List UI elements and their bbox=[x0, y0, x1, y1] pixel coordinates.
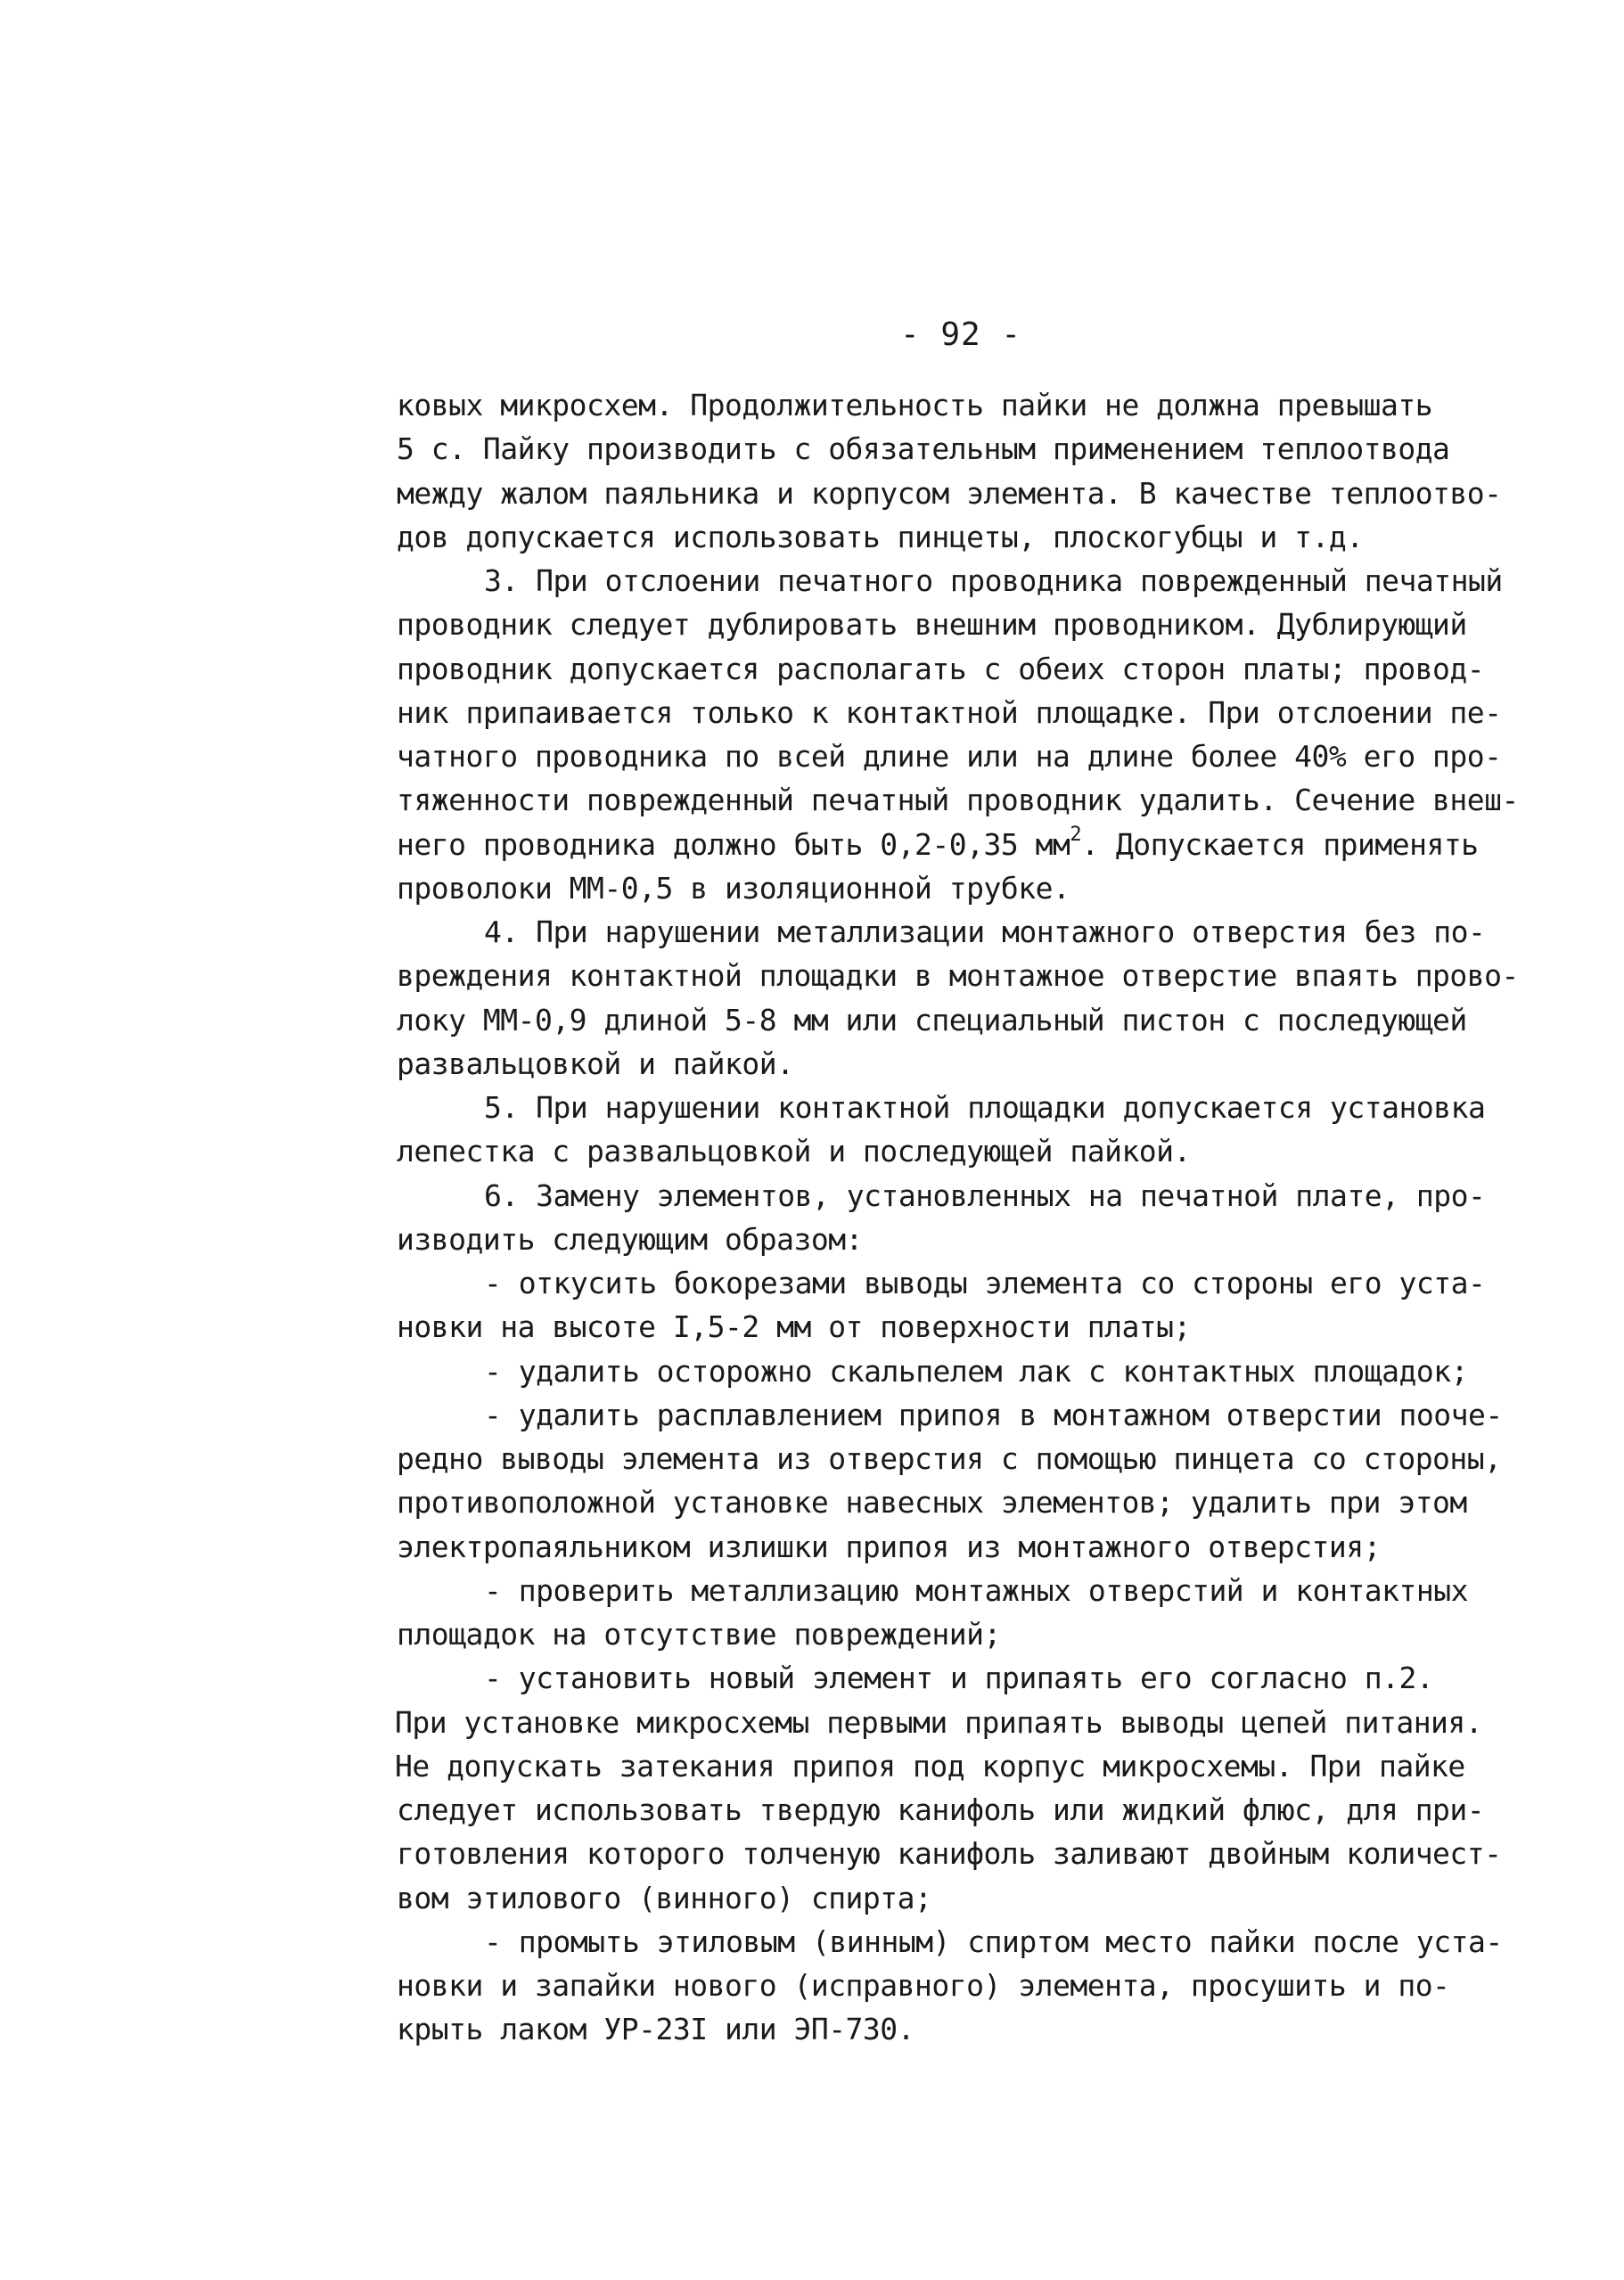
text-line-content: него проводника должно быть 0,2-0,35 мм bbox=[397, 826, 1070, 862]
text-line bbox=[397, 1129, 1546, 1173]
text-line-content: дов допускается использовать пинцеты, плоскогубцы и т.д. bbox=[397, 519, 1364, 554]
text-line-content: 5. При нарушении контактной площадки допускается установка bbox=[484, 1090, 1486, 1125]
text-line bbox=[397, 1437, 1546, 1480]
text-line bbox=[397, 1964, 1546, 2007]
text-line bbox=[397, 1086, 1546, 1129]
text-line bbox=[397, 427, 1546, 471]
text-line bbox=[397, 603, 1546, 646]
text-line bbox=[395, 1701, 1546, 1744]
text-line-content: При установке микросхемы первыми припаять выводы цепей питания. bbox=[395, 1704, 1483, 1740]
text-line-content: Не допускать затекания припоя под корпус микросхемы. При пайке bbox=[395, 1748, 1465, 1784]
text-line-content: проводник следует дублировать внешним проводником. Дублирующий bbox=[397, 607, 1467, 643]
text-line-content: ник припаивается только к контактной площадке. При отслоении пе- bbox=[397, 694, 1502, 730]
text-line-content: тяженности поврежденный печатный проводник удалить. Сечение внеш- bbox=[397, 783, 1519, 818]
text-line bbox=[397, 691, 1546, 734]
text-line bbox=[397, 472, 1546, 515]
text-line bbox=[397, 1261, 1546, 1305]
superscript: 2 bbox=[1070, 823, 1082, 846]
text-line-continuation: . Допускается применять bbox=[1081, 826, 1479, 862]
text-line bbox=[397, 998, 1546, 1042]
text-line bbox=[397, 778, 1546, 822]
text-line bbox=[397, 2007, 1546, 2051]
text-line bbox=[397, 910, 1546, 954]
body-text bbox=[397, 383, 1546, 2052]
text-line bbox=[397, 1788, 1546, 1832]
text-line bbox=[397, 866, 1546, 910]
text-line bbox=[397, 1920, 1546, 1964]
text-line-content: - удалить осторожно скальпелем лак с контактных площадок; bbox=[484, 1353, 1468, 1389]
text-line bbox=[395, 1744, 1546, 1788]
text-line-content: 6. Замену элементов, установленных на печатной плате, про- bbox=[484, 1177, 1486, 1213]
text-line-content: изводить следующим образом: bbox=[397, 1221, 863, 1257]
text-line bbox=[397, 1876, 1546, 1920]
text-line-content: редно выводы элемента из отверстия с помощью пинцета со стороны, bbox=[397, 1441, 1502, 1476]
text-line bbox=[397, 734, 1546, 778]
text-line-content: 3. При отслоении печатного проводника поврежденный печатный bbox=[484, 563, 1503, 598]
text-line bbox=[397, 1525, 1546, 1569]
text-line-content: чатного проводника по всей длине или на длине более 40% его про- bbox=[397, 739, 1502, 774]
text-line-content: вом этилового (винного) спирта; bbox=[397, 1880, 932, 1915]
text-line bbox=[397, 1393, 1546, 1437]
text-line-content: новки и запайки нового (исправного) элемента, просушить и по- bbox=[397, 1968, 1450, 2003]
text-line bbox=[397, 1832, 1546, 1875]
text-line bbox=[397, 954, 1546, 997]
text-line-content: ковых микросхем. Продолжительность пайки не должна превышать bbox=[397, 388, 1433, 422]
text-line-content: проволоки ММ-0,5 в изоляционной трубке. bbox=[397, 870, 1070, 906]
text-line-content: лепестка с развальцовкой и последующей пайкой. bbox=[397, 1134, 1191, 1169]
text-line bbox=[397, 1349, 1546, 1393]
text-line-content: проводник допускается располагать с обеих сторон платы; провод- bbox=[397, 651, 1485, 686]
text-line-content: - проверить металлизацию монтажных отверстий и контактных bbox=[484, 1572, 1468, 1608]
text-line-content: следует использовать твердую канифоль или жидкий флюс, для при- bbox=[397, 1792, 1485, 1827]
text-line-content: вреждения контактной площадки в монтажное отверстие впаять прово- bbox=[397, 958, 1519, 994]
text-line-content: - откусить бокорезами выводы элемента со стороны его уста- bbox=[484, 1266, 1486, 1300]
text-line-content: 5 с. Пайку производить с обязательным применением теплоотвода bbox=[397, 431, 1450, 467]
text-line-content: развальцовкой и пайкой. bbox=[397, 1046, 794, 1081]
text-line bbox=[397, 1218, 1546, 1261]
text-line-content: противоположной установке навесных элементов; удалить при этом bbox=[397, 1485, 1467, 1521]
text-line bbox=[397, 559, 1546, 603]
text-line bbox=[397, 823, 1546, 866]
text-line-content: новки на высоте I,5-2 мм от поверхности платы; bbox=[397, 1309, 1191, 1345]
text-line-content: - установить новый элемент и припаять его согласно п.2. bbox=[484, 1661, 1434, 1696]
text-line-content: 4. При нарушении металлизации монтажного отверстия без по- bbox=[484, 914, 1486, 949]
text-line-content: между жалом паяльника и корпусом элемента. В качестве теплоотво- bbox=[397, 475, 1502, 511]
text-line bbox=[397, 1042, 1546, 1086]
text-line bbox=[397, 1656, 1546, 1700]
text-line-content: локу ММ-0,9 длиной 5-8 мм или специальный пистон с последующей bbox=[397, 1002, 1467, 1037]
text-line bbox=[397, 647, 1546, 691]
text-line bbox=[397, 1569, 1546, 1612]
text-line-content: крыть лаком УР-23I или ЭП-730. bbox=[397, 2012, 915, 2047]
text-line bbox=[397, 1305, 1546, 1349]
text-line bbox=[397, 515, 1546, 559]
text-line-content: - промыть этиловым (винным) спиртом место пайки после уста- bbox=[484, 1923, 1503, 1959]
text-line-content: - удалить расплавлением припоя в монтажном отверстии поочe- bbox=[484, 1397, 1503, 1432]
text-line bbox=[397, 383, 1546, 427]
text-line-content: электропаяльником излишки припоя из монтажного отверстия; bbox=[397, 1529, 1381, 1564]
text-line bbox=[397, 1174, 1546, 1218]
page-number: - 92 - bbox=[900, 316, 1022, 353]
text-line-content: площадок на отсутствие повреждений; bbox=[397, 1617, 1001, 1652]
text-line bbox=[397, 1612, 1546, 1656]
text-line-content: готовления которого толченую канифоль заливают двойным количест- bbox=[397, 1836, 1502, 1872]
text-line bbox=[397, 1480, 1546, 1524]
